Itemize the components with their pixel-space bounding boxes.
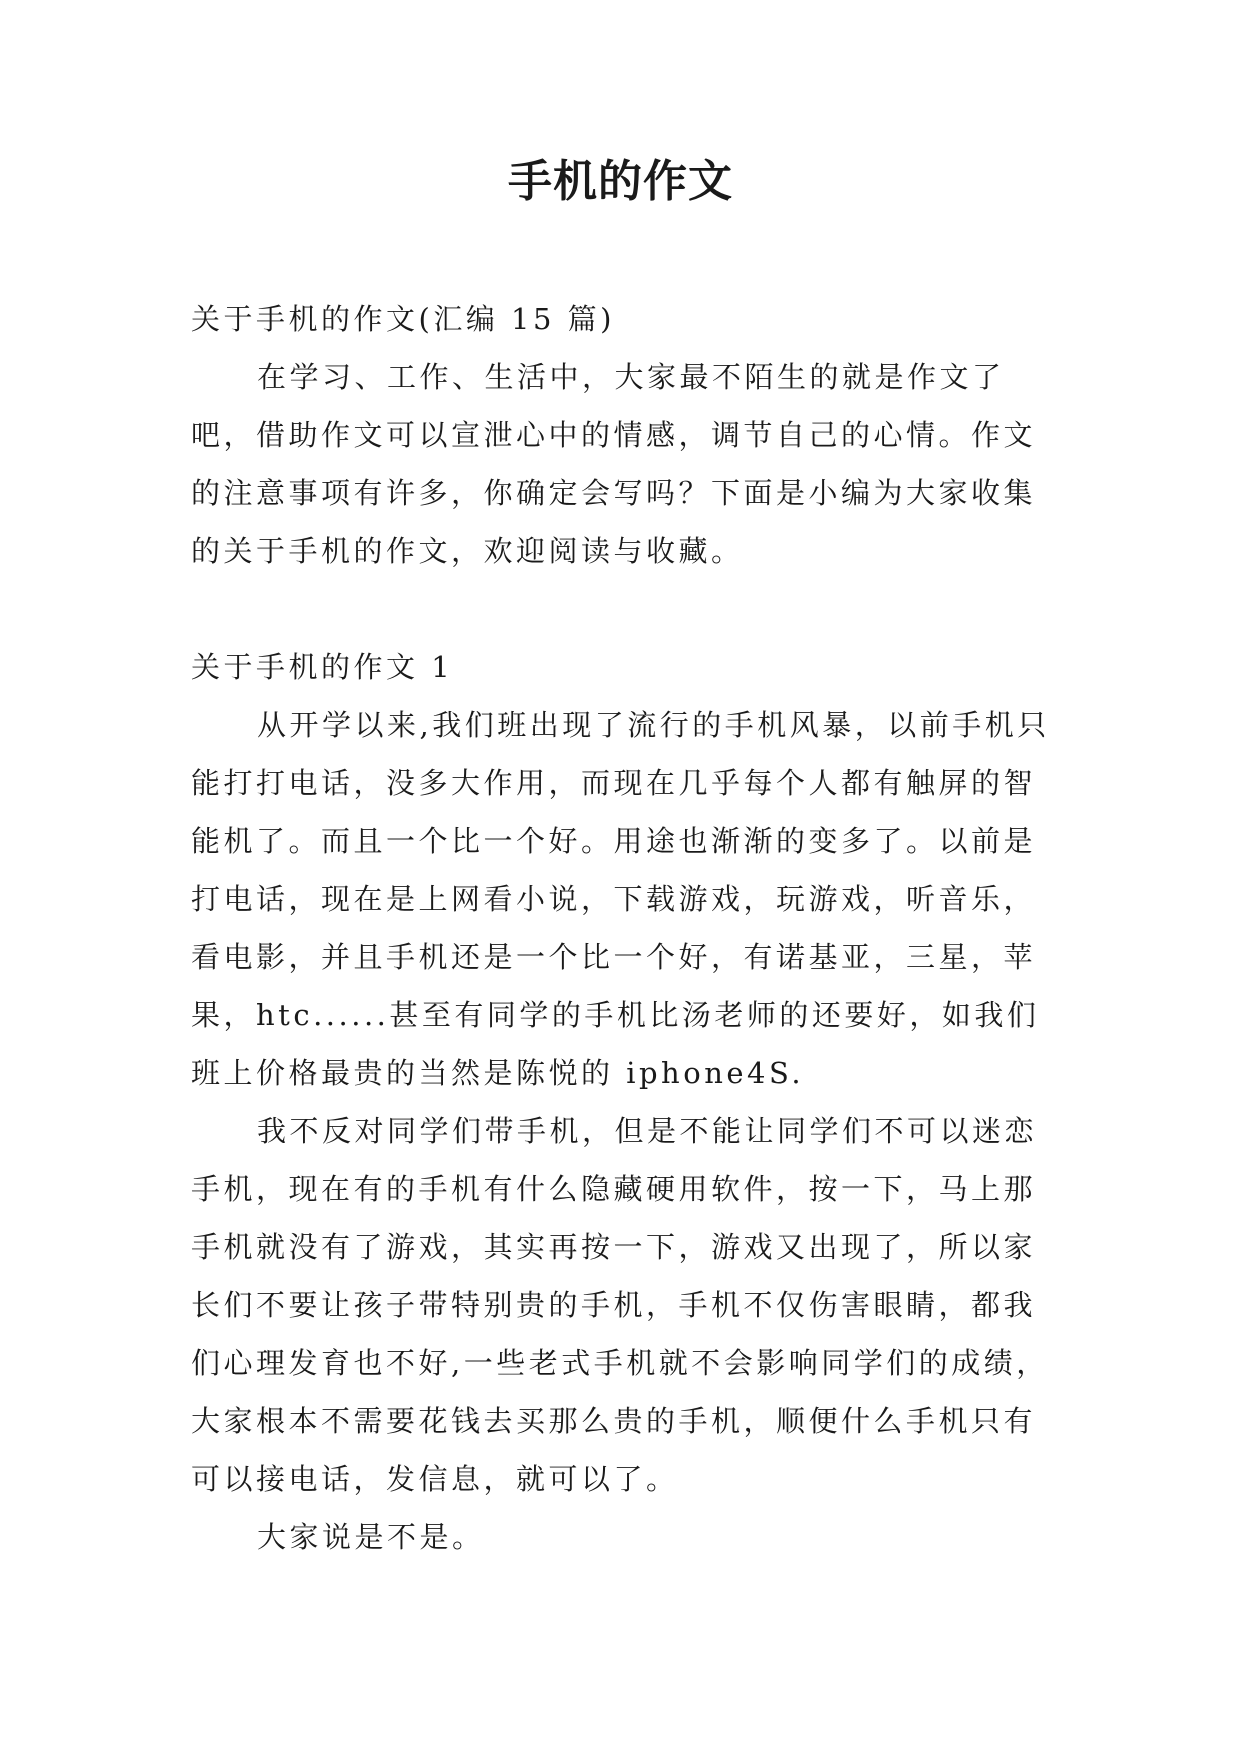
document-body (191, 290, 1053, 1566)
section-heading: 关于手机的作文 1 (191, 650, 454, 684)
body-paragraph: 大家说是不是。 (257, 1520, 485, 1554)
paragraph-gap (191, 580, 1053, 638)
body-paragraph: 从开学以来,我们班出现了流行的手机风暴，以前手机只能打打电话，没多大作用，而现在几乎每个人都有触屏的智能机了。而且一个比一个好。用途也渐渐的变多了。以前是打电话，现在是上网看小说，下载游戏，玩游戏，听音乐，看电影，并且手机还是一个比一个好，有诺基亚，三星，苹果，htc......甚至有同学的手机比汤老师的还要好，如我们班上价格最贵的当然是陈悦的 iphone4S. (191, 708, 1050, 1090)
intro-paragraph: 在学习、工作、生活中，大家最不陌生的就是作文了吧，借助作文可以宣泄心中的情感，调节自己的心情。作文的注意事项有许多，你确定会写吗？下面是小编为大家收集的关于手机的作文，欢迎阅读与收藏。 (191, 360, 1037, 568)
document-subtitle: 关于手机的作文(汇编 15 篇) (191, 302, 615, 336)
body-paragraph: 我不反对同学们带手机，但是不能让同学们不可以迷恋手机，现在有的手机有什么隐藏硬用软件，按一下，马上那手机就没有了游戏，其实再按一下，游戏又出现了，所以家长们不要让孩子带特别贵的手机，手机不仅伤害眼睛，都我们心理发育也不好,一些老式手机就不会影响同学们的成绩，大家根本不需要花钱去买那么贵的手机，顺便什么手机只有可以接电话，发信息，就可以了。 (191, 1114, 1049, 1496)
document-title: 手机的作文 (508, 156, 733, 207)
